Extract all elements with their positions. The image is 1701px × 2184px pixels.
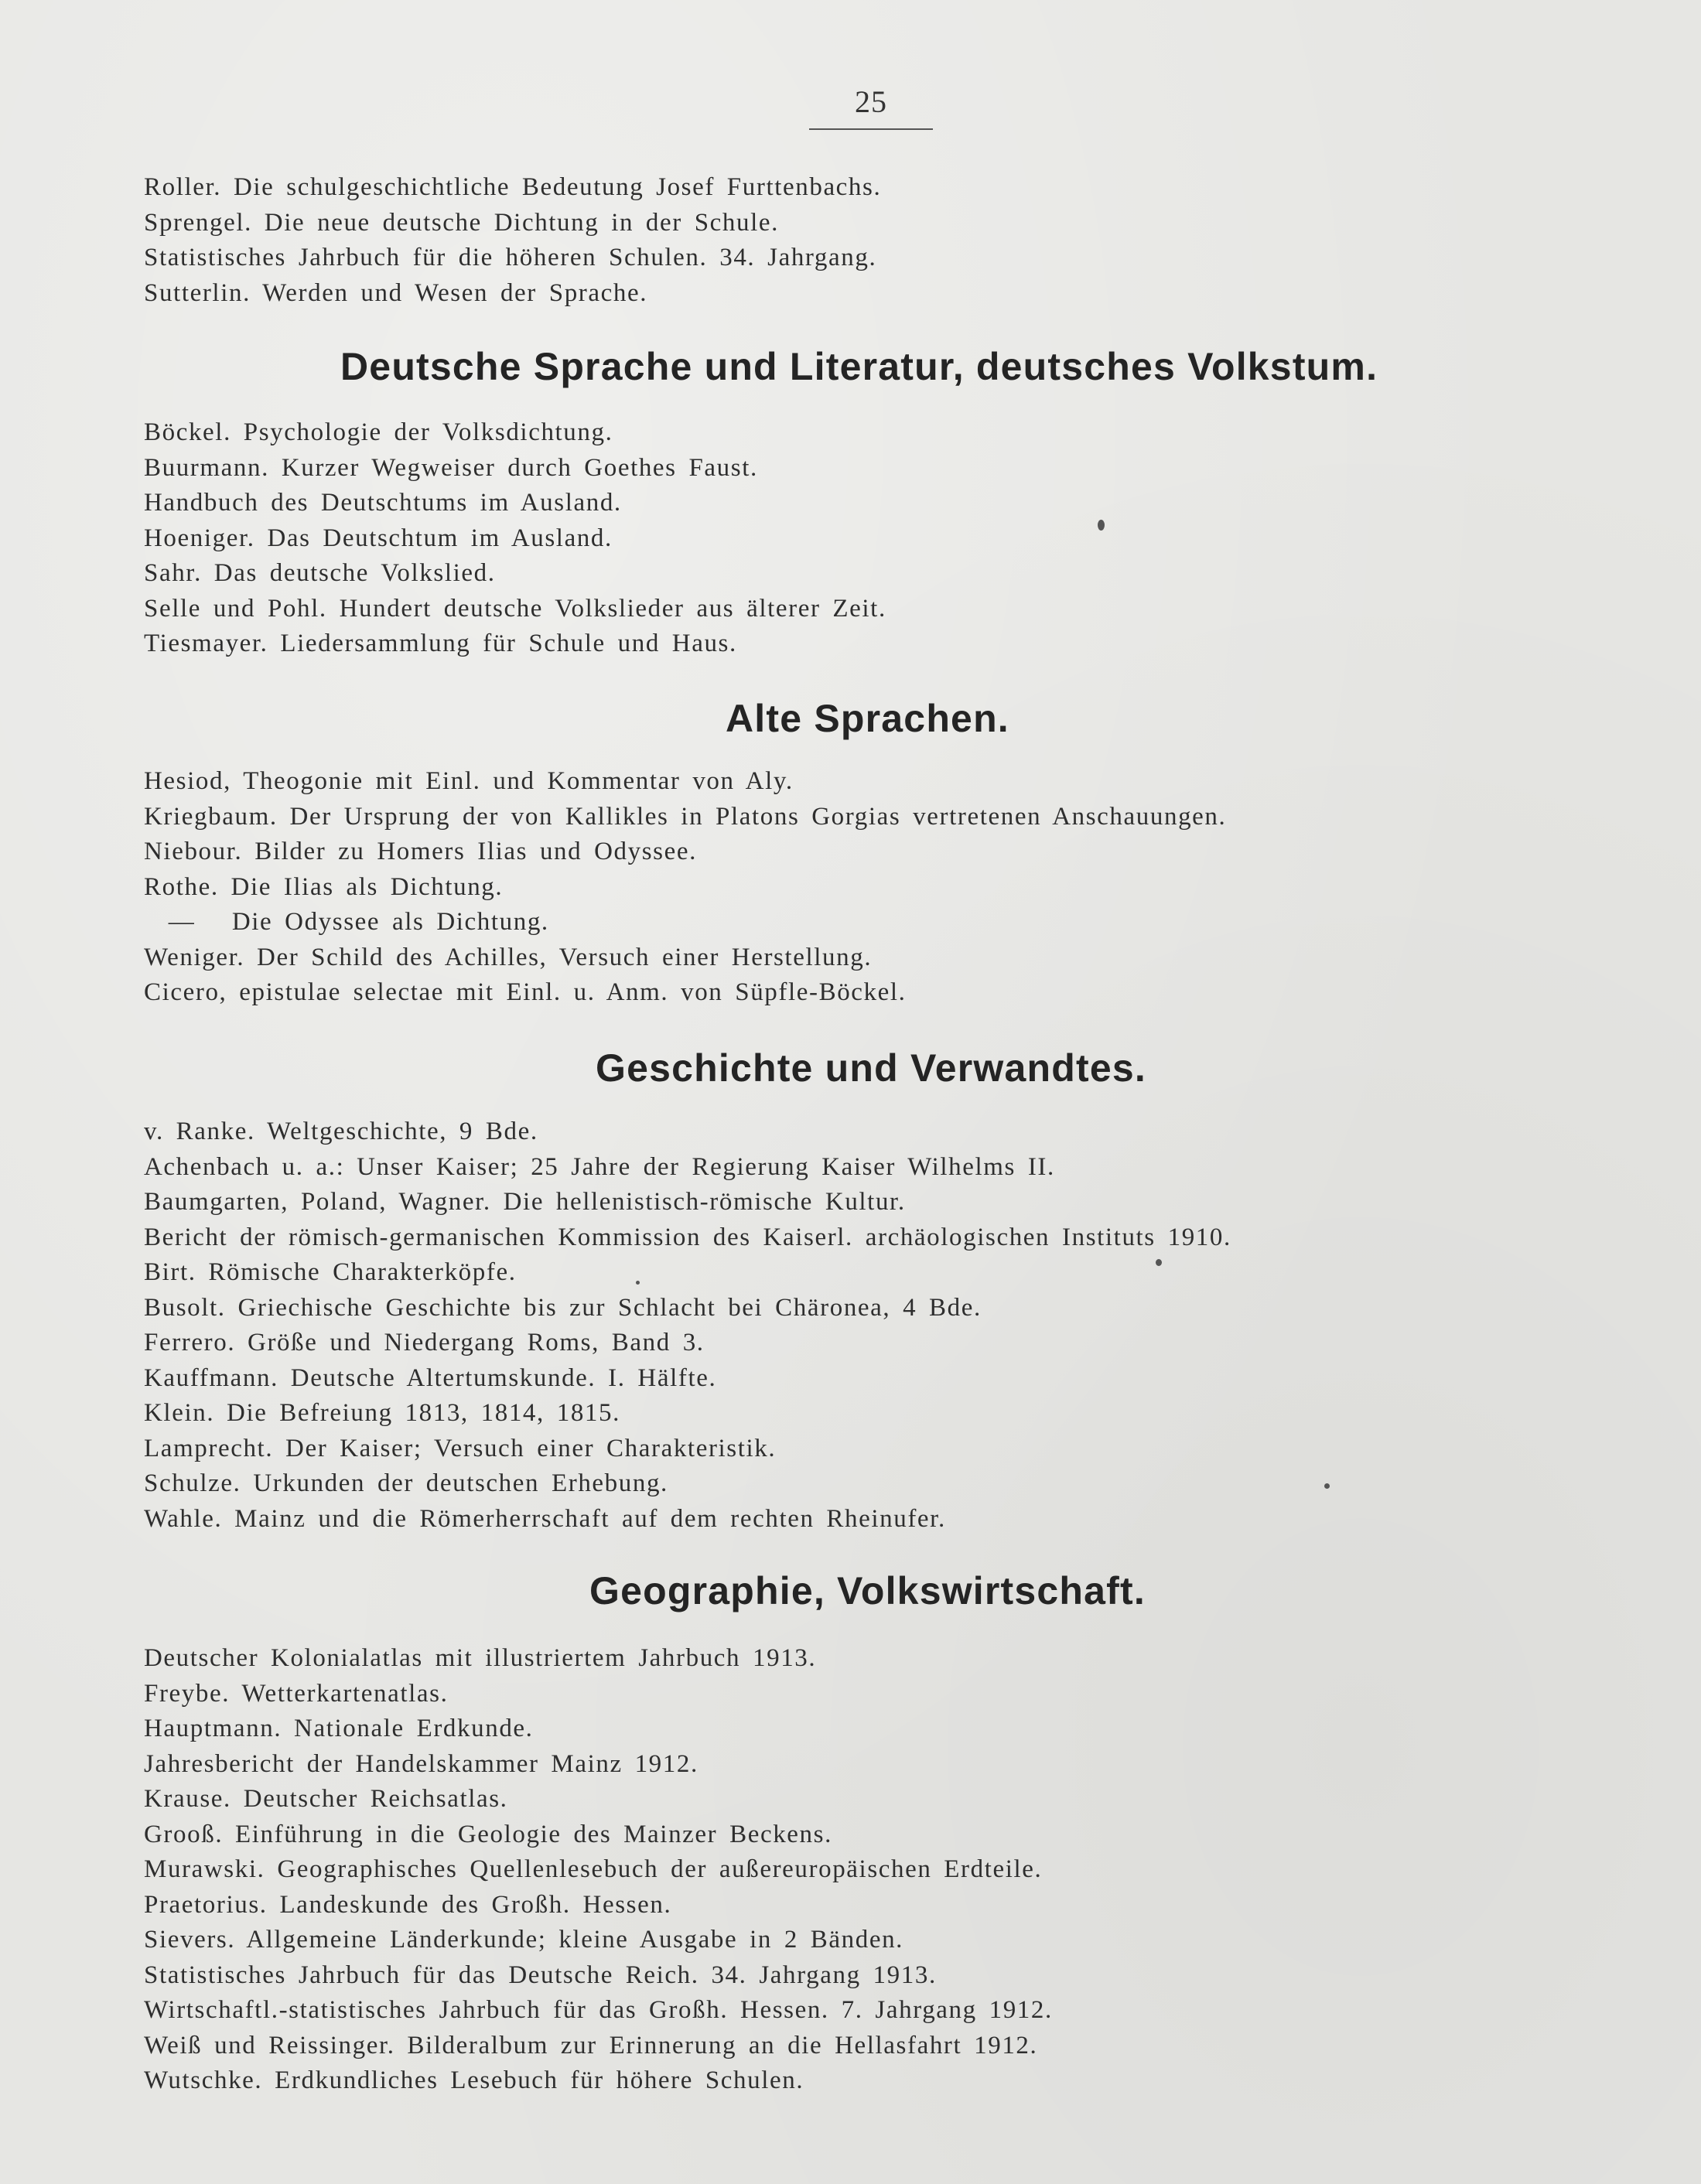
entry-list-geschichte (144, 1114, 1231, 1537)
list-item: Hauptmann. Nationale Erdkunde. (144, 1715, 534, 1742)
list-item: Busolt. Griechische Geschichte bis zur Schlacht bei Chäronea, 4 Bde. (144, 1293, 982, 1322)
list-item: Tiesmayer. Liedersammlung für Schule und Haus. (144, 630, 737, 657)
continued-entry-list (144, 170, 881, 311)
section-heading-deutsche-sprache: Deutsche Sprache und Literatur, deutsches Volkstum. (340, 345, 1378, 388)
list-item: Wutschke. Erdkundliches Lesebuch für höhere Schulen. (144, 2066, 804, 2094)
list-item: Hesiod, Theogonie mit Einl. und Kommentar von Aly. (144, 767, 794, 795)
list-item: Ferrero. Größe und Niedergang Roms, Band 3. (144, 1329, 705, 1356)
section-heading-geographie: Geographie, Volkswirtschaft. (589, 1569, 1146, 1612)
entry-list-deutsche-sprache (144, 415, 886, 662)
list-item: Rothe. Die Ilias als Dichtung. (144, 872, 504, 901)
list-item: v. Ranke. Weltgeschichte, 9 Bde. (144, 1118, 538, 1145)
list-item: Praetorius. Landeskunde des Großh. Hessen. (144, 1890, 672, 1919)
scan-speck (1098, 520, 1105, 531)
scan-speck (1324, 1483, 1330, 1489)
list-item: Statistisches Jahrbuch für das Deutsche Reich. 34. Jahrgang 1913. (144, 1960, 937, 1989)
list-item: Grooß. Einführung in die Geologie des Mainzer Beckens. (144, 1820, 832, 1848)
list-item: Niebour. Bilder zu Homers Ilias und Odyssee. (144, 838, 697, 865)
list-item: Wahle. Mainz und die Römerherrschaft auf dem rechten Rheinufer. (144, 1504, 946, 1533)
page-number-rule (809, 128, 933, 130)
section-heading-geschichte: Geschichte und Verwandtes. (596, 1046, 1146, 1090)
list-item: Kauffmann. Deutsche Altertumskunde. I. Hälfte. (144, 1363, 717, 1392)
list-item: Jahresbericht der Handelskammer Mainz 1912. (144, 1749, 699, 1778)
list-item: Lamprecht. Der Kaiser; Versuch einer Charakteristik. (144, 1434, 777, 1462)
list-item: Wirtschaftl.-statistisches Jahrbuch für das Großh. Hessen. 7. Jahrgang 1912. (144, 1996, 1053, 2024)
section-heading-alte-sprachen: Alte Sprachen. (726, 697, 1009, 740)
list-item: Statistisches Jahrbuch für die höheren Schulen. 34. Jahrgang. (144, 244, 877, 271)
list-item: Baumgarten, Poland, Wagner. Die hellenistisch-römische Kultur. (144, 1188, 906, 1216)
list-item: Weiß und Reissinger. Bilderalbum zur Erinnerung an die Hellasfahrt 1912. (144, 2031, 1038, 2059)
list-item: Buurmann. Kurzer Wegweiser durch Goethes Faust. (144, 453, 758, 482)
list-item: Böckel. Psychologie der Volksdichtung. (144, 418, 613, 446)
list-item: Birt. Römische Charakterköpfe. (144, 1258, 517, 1286)
list-item: Klein. Die Befreiung 1813, 1814, 1815. (144, 1399, 620, 1427)
list-item: Weniger. Der Schild des Achilles, Versuch einer Herstellung. (144, 943, 873, 971)
list-item: Sievers. Allgemeine Länderkunde; kleine Ausgabe in 2 Bänden. (144, 1926, 904, 1954)
list-item: Hoeniger. Das Deutschtum im Ausland. (144, 524, 613, 552)
list-item: Deutscher Kolonialatlas mit illustriertem Jahrbuch 1913. (144, 1644, 817, 1672)
entry-list-geographie (144, 1641, 1053, 2099)
list-item: Schulze. Urkunden der deutschen Erhebung. (144, 1469, 668, 1497)
list-item: Roller. Die schulgeschichtliche Bedeutung Josef Furttenbachs. (144, 173, 882, 201)
list-item: Sprengel. Die neue deutsche Dichtung in der Schule. (144, 208, 779, 237)
page-number: 25 (855, 84, 887, 119)
list-item: Selle und Pohl. Hundert deutsche Volkslieder aus älterer Zeit. (144, 594, 886, 623)
list-item: Murawski. Geographisches Quellenlesebuch der außereuropäischen Erdteile. (144, 1855, 1043, 1883)
list-item: Freybe. Wetterkartenatlas. (144, 1679, 449, 1708)
entry-list-alte-sprachen (144, 764, 1226, 1011)
scan-speck (636, 1281, 640, 1285)
scan-speck (1156, 1259, 1162, 1266)
list-item: Sutterlin. Werden und Wesen der Sprache. (144, 278, 648, 307)
list-item: — Die Odyssee als Dichtung. (144, 908, 549, 936)
list-item: Achenbach u. a.: Unser Kaiser; 25 Jahre der Regierung Kaiser Wilhelms II. (144, 1152, 1055, 1181)
list-item: Handbuch des Deutschtums im Ausland. (144, 489, 622, 517)
list-item: Bericht der römisch-germanischen Kommission des Kaiserl. archäologischen Instituts 1910. (144, 1223, 1231, 1251)
list-item: Krause. Deutscher Reichsatlas. (144, 1785, 508, 1813)
list-item: Sahr. Das deutsche Volkslied. (144, 559, 496, 587)
list-item: Kriegbaum. Der Ursprung der von Kallikles in Platons Gorgias vertretenen Anschauungen. (144, 802, 1227, 831)
list-item: Cicero, epistulae selectae mit Einl. u. Anm. von Süpfle-Böckel. (144, 978, 907, 1006)
